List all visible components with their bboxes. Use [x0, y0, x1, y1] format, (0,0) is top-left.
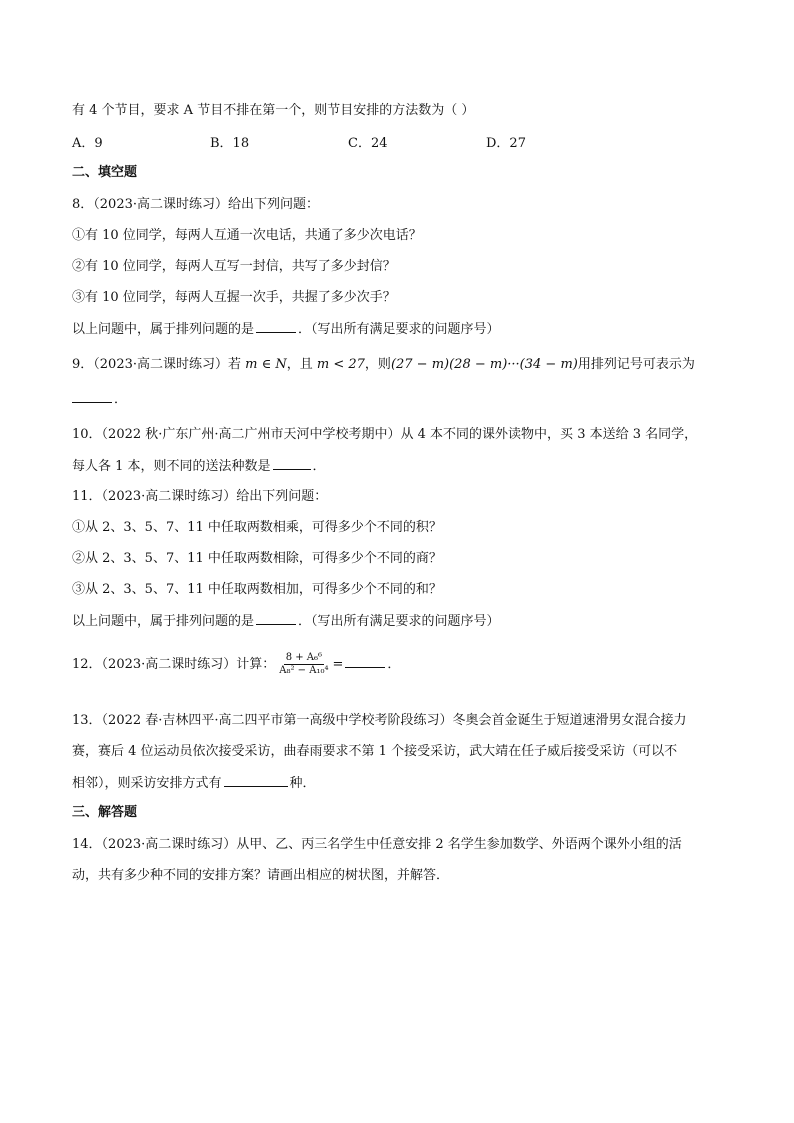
q10-line-2 — [72, 457, 326, 476]
q8-item-3: ③有 10 位同学，每两人互握一次手，共握了多少次手？ — [72, 290, 396, 305]
q9-condition-2: m < 27 — [316, 357, 365, 372]
q9-expression: (27 − m)(28 − m)···(34 − m) — [390, 357, 578, 372]
q12-answer-blank[interactable] — [345, 655, 385, 668]
q8-ask-text: 以上问题中，属于排列问题的是 — [72, 322, 255, 337]
q13-line-1: 13．（2022 春·吉林四平·高二四平市第一高级中学校考阶段练习）冬奥会首金诞生于短道速滑男女混合接力 — [72, 713, 687, 728]
q9-prefix: 9．（2023·高二课时练习）若 — [72, 357, 241, 372]
q12-numerator: 8 + A₆⁶ — [285, 652, 323, 663]
q7-option-a: A．9 — [72, 136, 103, 151]
q12-stem — [72, 652, 400, 678]
q10-line-1: 10．（2022 秋·广东广州·高二广州市天河中学校考期中）从 4 本不同的课外读物中，买 3 本送给 3 名同学， — [72, 427, 698, 442]
q9-answer-blank[interactable] — [72, 390, 112, 403]
q8-answer-blank[interactable] — [256, 320, 296, 333]
q9-suffix: 用排列记号可表示为 — [577, 357, 695, 372]
q8-ask-note: ．（写出所有满足要求的问题序号） — [298, 322, 500, 337]
q9-stem — [72, 356, 695, 374]
q13-line-2: 赛，赛后 4 位运动员依次接受采访，曲春雨要求不第 1 个接受采访，武大靖在任子威后接受采访（可以不 — [72, 744, 678, 759]
q9-end: ． — [114, 392, 128, 407]
q9-mid2: ，则 — [364, 357, 391, 372]
q8-item-2: ②有 10 位同学，每两人互写一封信，共写了多少封信？ — [72, 259, 396, 274]
q11-stem: 11．（2023·高二课时练习）给出下列问题： — [72, 489, 328, 504]
q11-item-3: ③从 2、3、5、7、11 中任取两数相加，可得多少个不同的和？ — [72, 582, 442, 597]
q14-line-2: 动，共有多少种不同的安排方案？请画出相应的树状图，并解答． — [72, 868, 450, 883]
q13-end: 种． — [289, 776, 316, 791]
q13-answer-blank[interactable] — [224, 774, 288, 787]
q13-text: 相邻），则采访安排方式有 — [72, 776, 222, 791]
q7-option-d: D．27 — [486, 136, 526, 151]
q12-denominator: A₈² − A₁₀⁴ — [279, 665, 329, 676]
section-answer-heading: 三、解答题 — [72, 805, 138, 820]
q13-line-3 — [72, 774, 316, 793]
q12-prefix: 12．（2023·高二课时练习）计算： — [72, 657, 276, 672]
q12-equals: = — [332, 657, 344, 672]
q8-stem: 8．（2023·高二课时练习）给出下列问题： — [72, 197, 319, 212]
q11-item-1: ①从 2、3、5、7、11 中任取两数相乘，可得多少个不同的积？ — [72, 520, 442, 535]
q10-text: 每人各 1 本，则不同的送法种数是 — [72, 459, 271, 474]
q8-item-1: ①有 10 位同学，每两人互通一次电话，共通了多少次电话？ — [72, 228, 422, 243]
q11-ask-note: ．（写出所有满足要求的问题序号） — [298, 614, 500, 629]
q9-mid: ，且 — [286, 357, 313, 372]
q11-ask-text: 以上问题中，属于排列问题的是 — [72, 614, 255, 629]
q7-option-b: B．18 — [210, 136, 250, 151]
q9-condition-1: m ∈ N — [245, 357, 287, 372]
q12-end: ． — [387, 657, 401, 672]
q10-answer-blank[interactable] — [273, 457, 311, 470]
q12-fraction — [277, 652, 330, 677]
q7-option-c: C．24 — [348, 136, 388, 151]
q9-answer-line — [72, 390, 127, 409]
q11-ask — [72, 612, 500, 631]
q8-ask — [72, 320, 500, 339]
q11-answer-blank[interactable] — [256, 612, 296, 625]
q7-stem: 有 4 个节目，要求 A 节目不排在第一个，则节目安排的方法数为（ ） — [72, 103, 475, 118]
q14-line-1: 14．（2023·高二课时练习）从甲、乙、丙三名学生中任意安排 2 名学生参加数学、外语两个课外小组的活 — [72, 837, 682, 852]
section-fill-in-heading: 二、填空题 — [72, 165, 138, 180]
q11-item-2: ②从 2、3、5、7、11 中任取两数相除，可得多少个不同的商？ — [72, 551, 442, 566]
q10-end: ． — [312, 459, 326, 474]
